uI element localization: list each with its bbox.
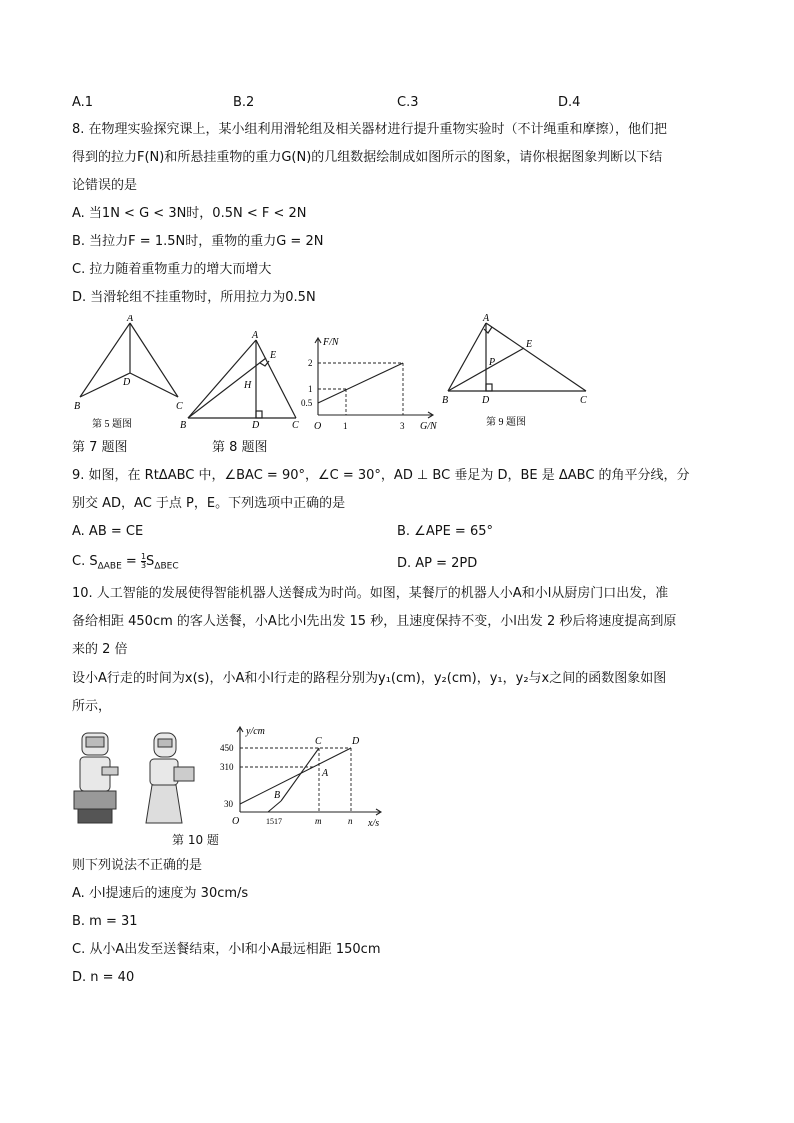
figure-8-triangle bbox=[178, 330, 303, 430]
fig5-label-d: D bbox=[123, 377, 131, 388]
fig8g-label-c: C bbox=[292, 420, 299, 430]
fig5-label-c: C bbox=[176, 401, 183, 412]
q10-stem-line-3: 来的 2 倍 bbox=[72, 642, 128, 657]
g10-tick-y-310: 310 bbox=[220, 762, 234, 772]
figure-f-g-graph bbox=[300, 333, 442, 433]
q10-stem-line-2: 备给相距 450cm 的客人送餐，小A比小l先出发 15 秒，且速度保持不变，小l出发 2 秒后将速度提高到原 bbox=[72, 614, 677, 629]
q10-stem-line-5: 所示， bbox=[72, 699, 112, 714]
q8-stem-line-2: 得到的拉力F(N)和所悬挂重物的重力G(N)的几组数据绘制成如图所示的图象，请你根据图象判断以下结 bbox=[72, 150, 663, 165]
q10-lead: 则下列说法不正确的是 bbox=[72, 858, 203, 873]
fg-axis-y-label: F/N bbox=[323, 337, 339, 348]
q7-option-d: D.4 bbox=[558, 95, 581, 110]
q9-option-b: B. ∠APE = 65° bbox=[397, 524, 493, 539]
q8-stem-line-1: 8. 在物理实验探究课上，某小组利用滑轮组及相关器材进行提升重物实验时（不计绳重和摩擦），他们把 bbox=[72, 122, 668, 137]
q7-option-a: A.1 bbox=[72, 95, 94, 110]
q8-option-d: D. 当滑轮组不挂重物时，所用拉力为0.5N bbox=[72, 290, 316, 305]
fig5-label-b: B bbox=[74, 401, 81, 412]
fig9-label-p: P bbox=[489, 357, 496, 368]
q10-stem-line-4: 设小A行走的时间为x(s)，小A和小l行走的路程分别为y₁(cm)，y₂(cm)，y₁，y₂与x之间的函数图象如图 bbox=[72, 671, 667, 686]
fg-tick-y-05: 0.5 bbox=[301, 398, 313, 408]
fig8g-label-b: B bbox=[180, 420, 187, 430]
g10-point-a: A bbox=[322, 768, 329, 779]
fg-axis-x-label: G/N bbox=[420, 421, 437, 432]
robot-illustration bbox=[72, 725, 212, 830]
fig9-label-b: B bbox=[442, 395, 449, 406]
q9-option-a: A. AB = CE bbox=[72, 524, 144, 539]
q9-stem-line-2: 别交 AD，AC 于点 P，E。下列选项中正确的是 bbox=[72, 496, 346, 511]
g10-tick-x-m: m bbox=[315, 816, 322, 826]
q9-stem-line-1: 9. 如图，在 RtΔABC 中，∠BAC = 90°，∠C = 30°，AD ⊥ BC 垂足为 D，BE 是 ΔABC 的角平分线，分 bbox=[72, 468, 690, 483]
fg-tick-x-3: 3 bbox=[400, 421, 405, 431]
fg-tick-y-1: 1 bbox=[308, 384, 313, 394]
fig8g-label-h: H bbox=[244, 380, 252, 391]
fig5-caption: 第 5 题图 bbox=[92, 419, 132, 430]
fig8g-label-e: E bbox=[270, 350, 277, 361]
fig9-caption: 第 9 题图 bbox=[486, 417, 526, 428]
fig9-label-e: E bbox=[526, 339, 533, 350]
fig9-label-a: A bbox=[483, 313, 490, 324]
q8-option-a: A. 当1N < G < 3N时，0.5N < F < 2N bbox=[72, 206, 307, 221]
q7-option-c: C.3 bbox=[397, 95, 419, 110]
fg-tick-y-2: 2 bbox=[308, 358, 313, 368]
figure-5 bbox=[72, 315, 190, 433]
g10-tick-y-450: 450 bbox=[220, 743, 234, 753]
g10-point-d: D bbox=[352, 736, 360, 747]
q10-figure-caption: 第 10 题 bbox=[172, 833, 219, 847]
caption-q7: 第 7 题图 bbox=[72, 440, 128, 455]
q8-option-b: B. 当拉力F = 1.5N时，重物的重力G = 2N bbox=[72, 234, 324, 249]
g10-tick-x-n: n bbox=[348, 816, 353, 826]
fig8g-label-d: D bbox=[252, 420, 260, 430]
q8-option-c: C. 拉力随着重物重力的增大而增大 bbox=[72, 262, 272, 277]
g10-point-b: B bbox=[274, 790, 281, 801]
figure-9 bbox=[440, 313, 590, 433]
fg-origin: O bbox=[314, 421, 322, 432]
fig5-label-a: A bbox=[127, 315, 134, 324]
q10-stem-line-1: 10. 人工智能的发展使得智能机器人送餐成为时尚。如图，某餐厅的机器人小A和小l从厨房门口出发，准 bbox=[72, 586, 669, 601]
q9-option-d: D. AP = 2PD bbox=[397, 556, 478, 571]
fig8g-label-a: A bbox=[252, 330, 259, 341]
fig9-label-c: C bbox=[580, 395, 587, 406]
g10-axis-y-label: y/cm bbox=[246, 726, 265, 737]
q10-option-b: B. m = 31 bbox=[72, 914, 138, 929]
q9-option-c: C. $S_{\Delta ABE}$ = $\frac{1}{3}$ $S_{\Delta BEC}$ bbox=[72, 552, 179, 572]
fig9-label-d: D bbox=[482, 395, 490, 406]
g10-point-c: C bbox=[315, 736, 322, 747]
fg-tick-x-1: 1 bbox=[343, 421, 348, 431]
g10-axis-x-label: x/s bbox=[368, 818, 380, 829]
g10-tick-y-30: 30 bbox=[224, 799, 233, 809]
q10-option-d: D. n = 40 bbox=[72, 970, 135, 985]
g10-tick-x-1517: 1517 bbox=[266, 817, 282, 826]
figure-10-graph bbox=[218, 722, 388, 832]
caption-q8: 第 8 题图 bbox=[212, 440, 268, 455]
q10-option-a: A. 小l提速后的速度为 30cm/s bbox=[72, 886, 249, 901]
q10-option-c: C. 从小A出发至送餐结束，小l和小A最远相距 150cm bbox=[72, 942, 381, 957]
q8-stem-line-3: 论错误的是 bbox=[72, 178, 138, 193]
g10-origin: O bbox=[232, 816, 240, 827]
q7-option-b: B.2 bbox=[233, 95, 255, 110]
